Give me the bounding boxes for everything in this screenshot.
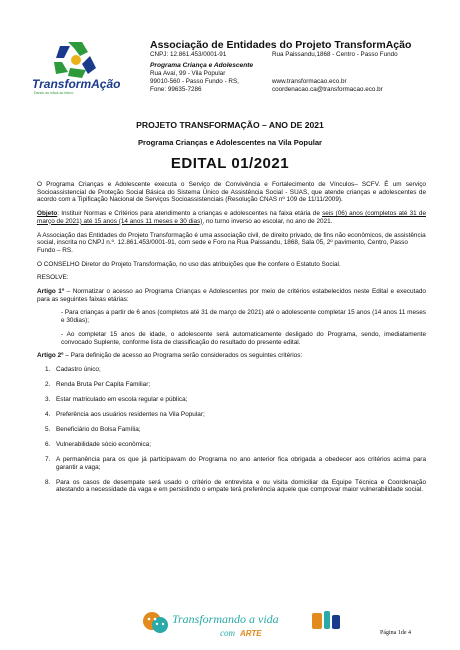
list-item: 3. Estar matriculado em escola regular e pública; bbox=[45, 395, 188, 403]
list-item: 8. Para os casos de desempate será usado o critério de entrevista e ou visita domiciliar da Equipe Técnica e Coordenação atestando a necessidade da vaga e em persistindo o empate terá preferência aquele que comprovar maior vulnerabilidade social. bbox=[45, 478, 426, 494]
recycle-icon bbox=[54, 42, 96, 78]
org-cnpj: CNPJ: 12.861.453/0001-91 bbox=[150, 51, 227, 58]
transformacao-logo bbox=[30, 38, 134, 96]
org-address: Rua Paissandu,1868 - Centro - Passo Fundo bbox=[272, 51, 398, 58]
slogan-with: com bbox=[220, 628, 235, 638]
paint-tools-icon bbox=[312, 611, 340, 629]
associacao-paragraph: A Associação das Entidades do Projeto Transformação é uma associação civil, de direito privado, de fins não econômicos, de assistência social, inscrita no CNPJ n.º. 12.861.453/0001-91, com sede e Foro na Rua Paissandu, 1868, Sala 05, 2º pavimento, Centro, Passo Fundo – RS. bbox=[37, 231, 426, 254]
slogan-arte: ARTE bbox=[240, 629, 262, 638]
website-link[interactable]: www.transformacao.eco.br bbox=[272, 78, 347, 85]
slogan-text: Transformando a vida bbox=[172, 612, 279, 626]
document-body bbox=[37, 181, 426, 501]
project-title: PROJETO TRANSFORMAÇÃO – ANO DE 2021 bbox=[136, 120, 324, 130]
list-item: 6. Vulnerabilidade sócio econômica; bbox=[45, 440, 151, 448]
criteria-list bbox=[37, 366, 426, 494]
conselho-paragraph: O CONSELHO Diretor do Projeto Transformação, no uso das atribuições que lhe confere o Estatuto Social. bbox=[37, 260, 341, 268]
program-phone: Fone: 99635-7286 bbox=[150, 86, 202, 93]
footer-slogan-logo bbox=[140, 603, 350, 641]
program-street: Rua Avaí, 99 - Vila Popular bbox=[150, 70, 226, 77]
intro-paragraph: O Programa Crianças e Adolescente executa o Serviço de Convivência e Fortalecimento de Vínculos– SCFV. É um serviço Socioassistencial de Proteção Social Básica do Sistema Único de Assistência Social - SUAS, que atende crianças e adolescentes de acordo com a Tipificação Nacional de Serviços Socioassistenciais (Resolução CNAS nº 109 de 11/11/2009). bbox=[37, 181, 426, 204]
list-item: 2. Renda Bruta Per Capita Familiar; bbox=[45, 380, 151, 388]
artigo-2: Artigo 2º – Para definição de acesso ao Programa serão considerados os seguintes critérios: bbox=[37, 352, 303, 360]
list-item: 5. Beneficiário do Bolsa Família; bbox=[45, 425, 141, 433]
resolve-heading: RESOLVE: bbox=[37, 274, 69, 282]
objeto-paragraph: Objeto: Instituir Normas e Critérios para atendimento a crianças e adolescentes na faixa etária de seis (06) anos (completos até 31 de março de 2021) até 15 anos (14 anos 11 meses e 30 dias), no turno inverso ao escolar, no ano de 2021. bbox=[37, 210, 426, 225]
list-item: 4. Preferência aos usuários residentes na Vila Popular; bbox=[45, 410, 205, 418]
program-cep: 99010-560 - Passo Fundo - RS, bbox=[150, 78, 239, 85]
program-name: Programa Criança e Adolescente bbox=[150, 62, 254, 69]
artigo-1: Artigo 1º – Normatizar o acesso ao Programa Crianças e Adolescentes por meio de critérios estabelecidos neste Edital e executado para as seguintes faixas etárias: bbox=[37, 288, 426, 303]
list-item: 1. Cadastro único; bbox=[45, 365, 101, 373]
logo-tagline: Dando as mãos ao futuro bbox=[34, 91, 74, 95]
program-subtitle: Programa Crianças e Adolescentes na Vila Popular bbox=[137, 138, 322, 147]
email-link[interactable]: coordenacao.ca@transformacao.eco.br bbox=[272, 86, 383, 93]
theater-masks-icon bbox=[143, 612, 168, 633]
list-item: 7. A permanência para os que já participavam do Programa no ano anterior fica obrigada a obedecer aos critérios acima para garantir a vaga; bbox=[45, 455, 426, 471]
org-name: Associação de Entidades do Projeto TransformAção bbox=[150, 39, 412, 51]
org-header bbox=[150, 39, 450, 94]
artigo-1-item-a: - Para crianças a partir de 6 anos (completos até 31 de março de 2021) até o adolescente completar 15 anos (14 anos 11 meses e 30dias); bbox=[61, 309, 426, 325]
edital-title: EDITAL 01/2021 bbox=[170, 155, 290, 172]
artigo-1-item-b: - Ao completar 15 anos de idade, o adolescente será automaticamente desligado do Programa, sendo, imediatamente convocado Suplente, conforme lista de classificação do resultado do presente edital. bbox=[61, 330, 426, 346]
logo-wordmark: TransformAção bbox=[32, 77, 121, 91]
page-number: Página 1de 4 bbox=[380, 630, 411, 636]
